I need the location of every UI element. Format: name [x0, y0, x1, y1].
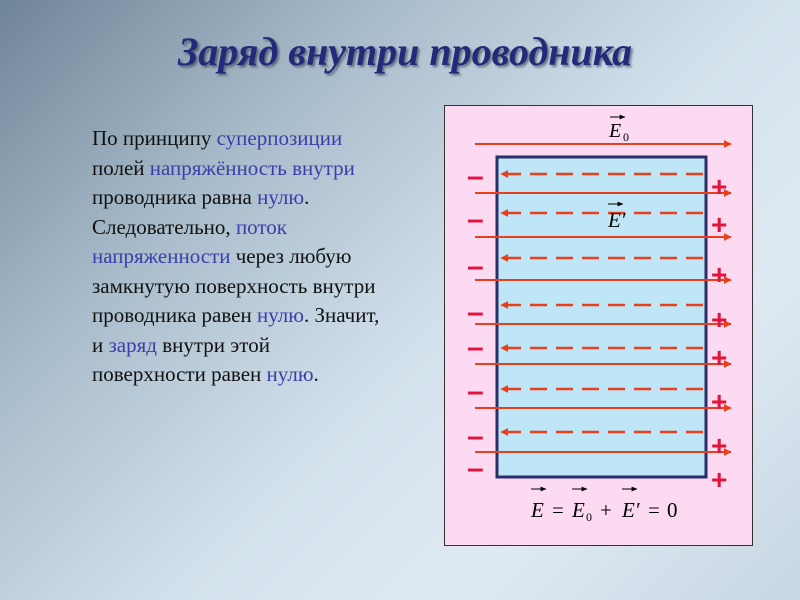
text-segment: По принципу [92, 126, 217, 150]
highlighted-term: напряжённость внутри [149, 155, 355, 180]
conductor-rectangle [497, 157, 706, 477]
svg-text:E: E [572, 498, 585, 522]
highlighted-term: заряд [108, 332, 157, 357]
text-segment: через любую замкнутую поверхность внутри проводника равен [92, 244, 376, 327]
minus-charge: – [467, 160, 484, 193]
superposition-formula [530, 489, 678, 524]
highlighted-term: нулю [256, 303, 304, 327]
positive-charges [711, 171, 727, 495]
svg-text:=: = [648, 498, 660, 522]
plus-charge: + [711, 209, 728, 240]
minus-charge: – [467, 296, 484, 329]
text-segment: . [313, 362, 319, 386]
text-segment: полей [92, 155, 150, 180]
highlighted-term: нулю [257, 185, 305, 209]
svg-text:+: + [600, 498, 612, 522]
plus-charge: + [711, 342, 728, 373]
plus-charge: + [711, 386, 728, 417]
plus-charge: + [711, 430, 728, 461]
slide-title: Заряд внутри проводника [177, 29, 633, 74]
field-diagram-panel [444, 105, 753, 546]
svg-text:E′: E′ [622, 498, 640, 522]
svg-text:0: 0 [667, 498, 678, 522]
text-segment: внутри этой поверхности равен [92, 332, 270, 386]
eprime-label [607, 204, 626, 232]
explanation-text [80, 124, 380, 390]
plus-charge: + [711, 464, 728, 495]
svg-text:E: E [531, 498, 544, 522]
negative-charges [467, 160, 484, 485]
minus-charge: – [467, 250, 484, 283]
plus-charge: + [711, 171, 728, 202]
svg-text:E: E [609, 120, 622, 142]
text-segment: . Значит, и [92, 303, 380, 357]
minus-charge: – [467, 452, 484, 485]
paragraph-superposition [80, 124, 380, 213]
plus-charge: + [711, 304, 728, 335]
svg-text:=: = [552, 498, 564, 522]
paragraph-flux [80, 213, 380, 390]
e0-label [608, 117, 629, 144]
svg-text:0: 0 [586, 510, 592, 524]
minus-charge: – [467, 375, 484, 408]
minus-charge: – [467, 420, 484, 453]
text-segment: Следовательно, [92, 214, 236, 239]
highlighted-term: поток напряженности [92, 214, 288, 268]
minus-charge: – [467, 331, 484, 364]
text-segment: . [304, 185, 310, 209]
field-diagram [445, 106, 754, 547]
minus-charge: – [467, 203, 484, 236]
highlighted-term: нулю [266, 362, 314, 386]
highlighted-term: суперпозиции [216, 126, 343, 150]
svg-text:E′: E′ [608, 208, 626, 232]
text-segment: проводника равна [92, 185, 258, 209]
plus-charge: + [711, 259, 728, 290]
svg-text:0: 0 [623, 130, 629, 144]
